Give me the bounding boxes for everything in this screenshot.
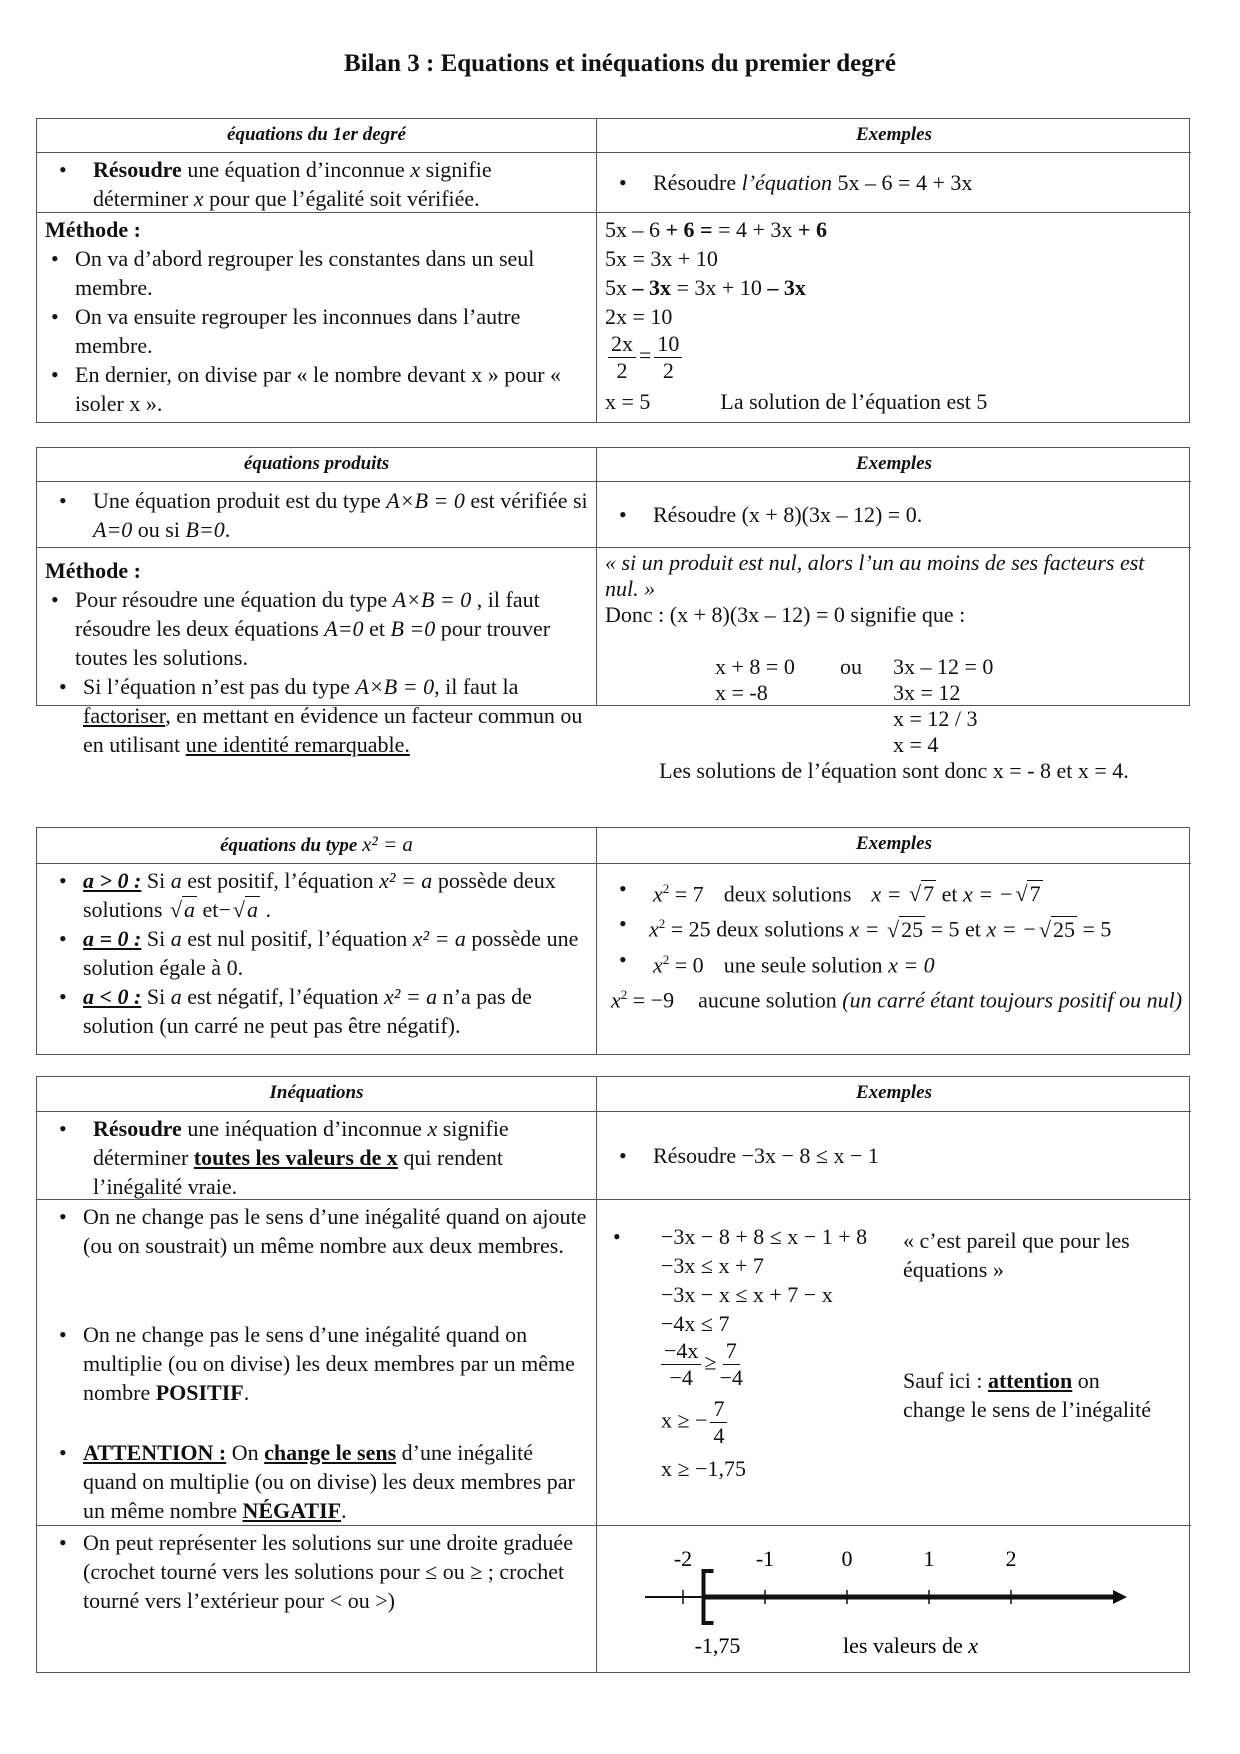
- header-right: Exemples: [597, 828, 1191, 864]
- method-cell: Méthode : • Pour résoudre une équation du type A×B = 0 , il faut résoudre les deux équations A=0 et B =0 pour trouver toutes les solutions. • Si l’équation n’est pas du type A×B = 0, il faut la factoriser, en mettant en évidence un facteur commun ou en utilisant une identité remarquable.: [37, 548, 597, 705]
- rules-cell: • On ne change pas le sens d’une inégalité quand on ajoute (ou on soustrait) un même nombre aux deux membres. • On ne change pas le sens d’une inégalité quand on multiplie (ou on divise) les deux membres par un même nombre POSITIF. • ATTENTION : On change le sens d’une inégalité quand on multiplie (ou on divise) les deux membres par un même nombre NÉGATIF.: [37, 1200, 597, 1526]
- cases-cell: • a > 0 : Si a est positif, l’équation x² = a possède deux solutions √ a et−√ a . • a = 0 : Si a est nul positif, l’équation x² = a possède une solution égale à 0. • a < 0 : Si a est négatif, l’équation x² = a n’a pas de solution (un carré ne peut pas être négatif).: [37, 864, 597, 1054]
- method-heading: Méthode :: [45, 217, 141, 242]
- arrow-head: [1113, 1590, 1127, 1604]
- definition-cell: • Une équation produit est du type A×B = 0 est vérifiée si A=0 ou si B=0.: [37, 482, 597, 548]
- tick-label: -2: [673, 1546, 693, 1571]
- tick-label: 2: [1005, 1546, 1017, 1571]
- tick-label: -1: [755, 1546, 775, 1571]
- number-line-explanation: • On peut représenter les solutions sur une droite graduée (crochet tourné vers les solutions pour ≤ ou ≥ ; crochet tourné vers l’extérieur pour < ou >): [37, 1526, 597, 1672]
- number-line-caption: les valeurs de x: [843, 1633, 978, 1658]
- table-first-degree: [36, 118, 1190, 423]
- header-right: Exemples: [597, 119, 1191, 153]
- examples-cell: • $x^2 = 7$ deux solutions x = √ 7 et x = −√ 7 • $x^2 = 25$ deux solutions x = √ 25 = 5 et x = −√ 25 = 5 • $x^2 = 0$ une seule solution x = 0 $x^2 = -9$ aucune solution (un carré étant toujours positif ou nul): [597, 864, 1191, 1054]
- header-left: Inéquations: [37, 1077, 597, 1112]
- example-cell: • Résoudre −3x − 8 ≤ x − 1: [597, 1112, 1191, 1200]
- table-inequations: [36, 1076, 1190, 1673]
- header-right: Exemples: [597, 448, 1191, 482]
- page-title: Bilan 3 : Equations et inéquations du premier degré: [344, 50, 896, 77]
- definition-cell: • Résoudre une inéquation d’inconnue x signifie déterminer toutes les valeurs de x qui rendent l’inégalité vraie.: [37, 1112, 597, 1200]
- bound-label: -1,75: [694, 1633, 741, 1658]
- method-example-cell: 5x – 6 + 6 = = 4 + 3x + 6 5x = 3x + 10 5x – 3x = 3x + 10 – 3x 2x = 10 $\frac{2x}{2}$ = $\frac{10}{2}$ x = 5 La solution de l’équation est 5: [605, 217, 988, 414]
- number-line-cell: [597, 1526, 1191, 1672]
- steps-cell: • −3x − 8 + 8 ≤ x − 1 + 8 −3x ≤ x + 7 −3x − x ≤ x + 7 − x −4x ≤ 7 $\frac{-4x}{-4}$ ≥ $\frac{7}{-4}$ x ≥ − $\frac{7}{4}$ x ≥ −1,75 « c’est pareil que pour les équations » Sauf ici : attention on change le sens de l’inégalité: [597, 1200, 1191, 1526]
- definition-cell: • Résoudre une équation d’inconnue x signifie déterminer x pour que l’égalité soit vérifiée.: [37, 153, 597, 213]
- header-right: Exemples: [597, 1077, 1191, 1112]
- tick-label: 1: [923, 1546, 935, 1571]
- tick-label: 0: [841, 1546, 853, 1571]
- example-cell: • Résoudre l’équation 5x – 6 = 4 + 3x: [597, 153, 1191, 213]
- table-product-equations: [36, 447, 1190, 783]
- header-left: équations du type x² = a: [37, 828, 597, 864]
- method-cell: Méthode : • On va d’abord regrouper les constantes dans un seul membre. • On va ensuite regrouper les inconnues dans l’autre membre. • En dernier, on divise par « le nombre devant x » pour « isoler x ».: [37, 213, 597, 422]
- table-square-equations: [36, 827, 1190, 1055]
- method-heading: Méthode :: [45, 558, 141, 583]
- header-left: équations du 1er degré: [37, 119, 597, 153]
- method-example-cell: « si un produit est nul, alors l’un au moins de ses facteurs est nul. » Donc : (x + 8)(3x – 12) = 0 signifie que : x + 8 = 0 x = -8 ou 3x – 12 = 0 3x = 12 x = 12 / 3 x = 4 Les solutions de l’équation sont donc x = - 8 et x = 4.: [605, 550, 1145, 783]
- header-left: équations produits: [37, 448, 597, 482]
- number-line: [597, 1526, 1191, 1672]
- example-cell: • Résoudre (x + 8)(3x – 12) = 0.: [597, 482, 1191, 548]
